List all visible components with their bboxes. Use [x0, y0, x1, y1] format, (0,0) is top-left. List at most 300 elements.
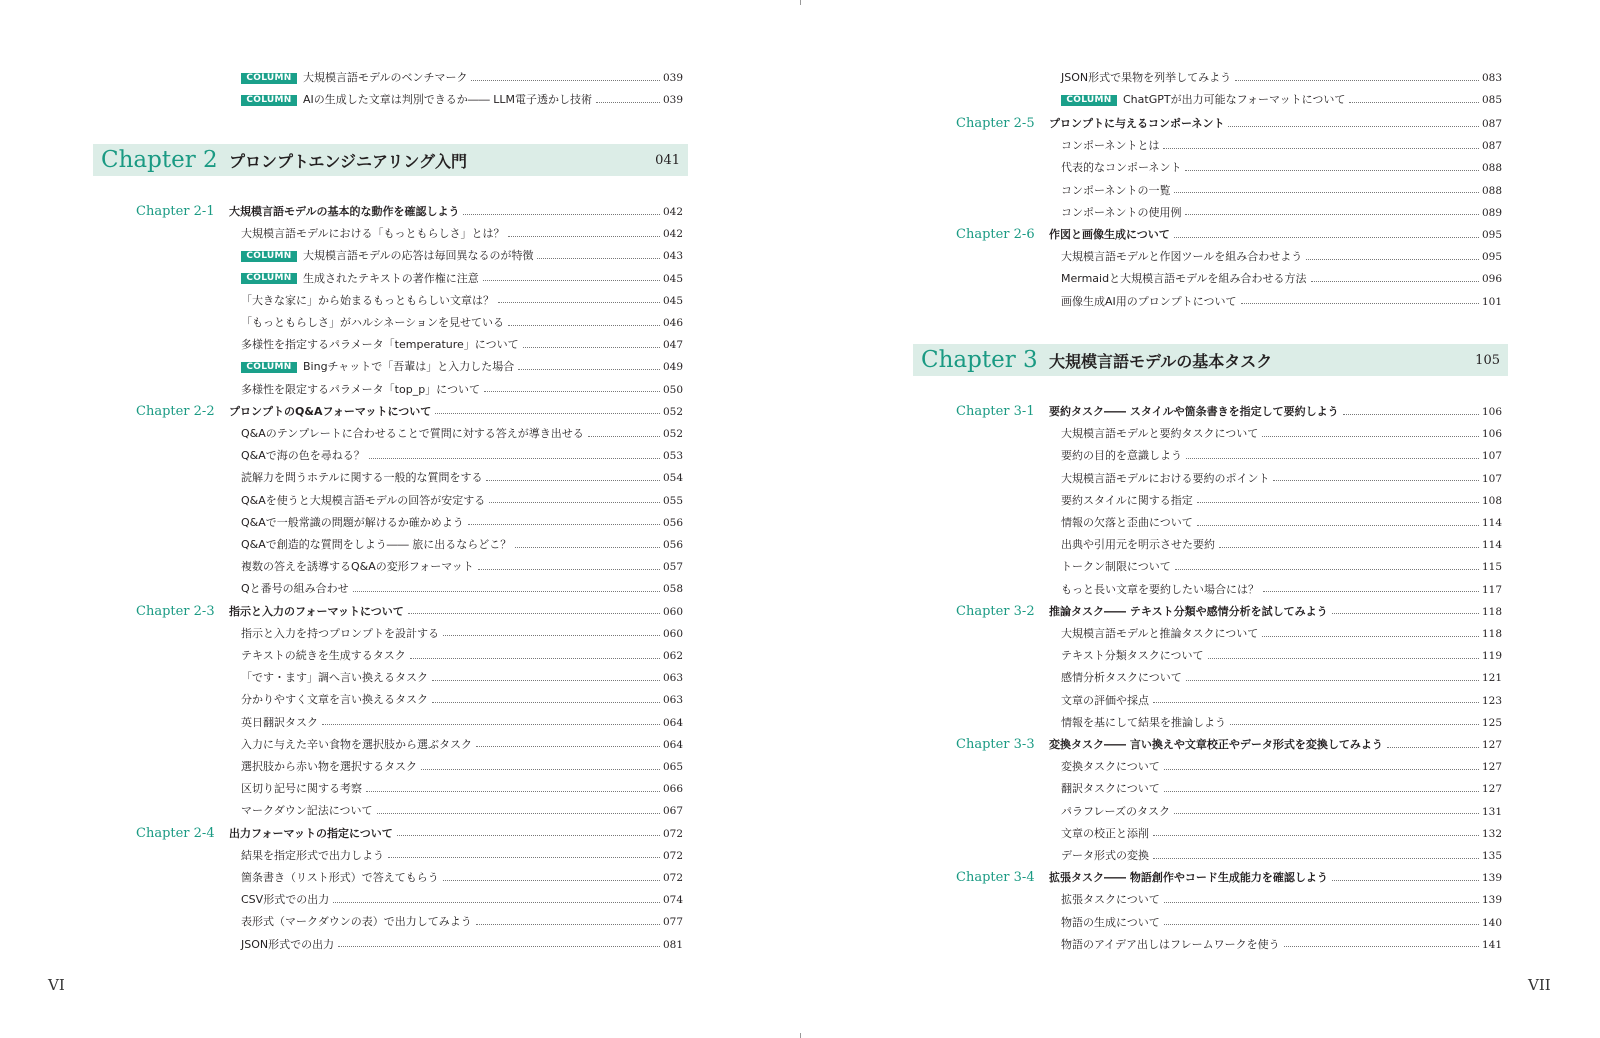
toc-entry[interactable] — [241, 446, 683, 466]
toc-entry-title: 変換タスクについて — [1061, 760, 1160, 774]
toc-entry[interactable] — [1061, 424, 1502, 444]
toc-page-number: 114 — [1481, 539, 1502, 552]
toc-entry[interactable] — [241, 380, 683, 400]
toc-entry-title: テキストの続きを生成するタスク — [241, 649, 406, 662]
toc-entry[interactable] — [1061, 646, 1502, 666]
toc-entry[interactable] — [241, 624, 683, 644]
dot-leader — [1175, 569, 1479, 570]
toc-page-number: 053 — [662, 450, 683, 463]
section-label: Chapter 2-4 — [136, 825, 215, 841]
dot-leader — [1186, 458, 1479, 459]
toc-entry-title: 出典や引用元を明示させた要約 — [1061, 538, 1215, 552]
dot-leader — [489, 502, 660, 503]
toc-page-number: 066 — [662, 783, 683, 796]
toc-entry[interactable] — [1061, 469, 1502, 489]
section-label: Chapter 2-6 — [956, 227, 1035, 242]
toc-entry[interactable] — [1061, 779, 1502, 799]
toc-entry[interactable] — [241, 713, 683, 733]
column-badge: COLUMN — [241, 73, 297, 84]
dot-leader — [523, 347, 660, 348]
dot-leader — [369, 458, 660, 459]
toc-entry-title: 選択肢から赤い物を選択するタスク — [241, 760, 417, 773]
toc-page-number: 083 — [1481, 72, 1502, 84]
toc-page-number: 107 — [1481, 450, 1502, 463]
toc-entry[interactable] — [1061, 824, 1502, 844]
toc-page-number: 088 — [1481, 184, 1502, 197]
toc-entry-title: 物語の生成について — [1061, 915, 1160, 929]
toc-page-number: 087 — [1481, 118, 1502, 130]
toc-entry[interactable] — [1061, 446, 1502, 466]
toc-entry-title: 多様性を限定するパラメータ「top_p」について — [241, 382, 480, 396]
toc-entry-title: 箇条書き（リスト形式）で答えてもらう — [241, 871, 439, 884]
toc-entry[interactable] — [1061, 913, 1502, 933]
toc-page-number: 064 — [662, 716, 683, 729]
toc-page-number: 072 — [662, 849, 683, 862]
toc-entry[interactable] — [241, 757, 683, 777]
chapter-title: プロンプトエンジニアリング入門 — [229, 151, 468, 171]
dot-leader — [596, 102, 660, 103]
dot-leader — [1174, 237, 1479, 238]
toc-page-number: 127 — [1481, 761, 1502, 774]
toc-entry[interactable] — [241, 468, 683, 488]
crop-mark-top — [800, 0, 801, 5]
toc-entry[interactable] — [241, 690, 683, 710]
toc-entry[interactable] — [241, 646, 683, 666]
dot-leader — [518, 369, 660, 370]
toc-entry[interactable] — [1061, 802, 1502, 822]
toc-entry[interactable] — [1061, 691, 1502, 711]
dot-leader — [353, 591, 660, 592]
toc-entry-title: コンポーネントの使用例 — [1061, 205, 1182, 219]
toc-entry-title: データ形式の変換 — [1061, 849, 1149, 862]
dot-leader — [1349, 102, 1479, 103]
toc-entry[interactable] — [241, 846, 683, 866]
section-entry[interactable] — [229, 602, 683, 622]
toc-entry-title: 文章の評価や採点 — [1061, 693, 1149, 707]
toc-entry[interactable] — [1061, 890, 1502, 910]
dot-leader — [471, 80, 660, 81]
toc-page-number: 106 — [1481, 428, 1502, 441]
toc-page-number: 060 — [662, 627, 683, 640]
toc-entry[interactable] — [1061, 557, 1502, 577]
toc-entry-title: 物語のアイデア出しはフレームワークを使う — [1061, 937, 1280, 951]
toc-entry-title: Q&Aのテンプレートに合わせることで質問に対する答えが導き出せる — [241, 427, 584, 440]
toc-entry[interactable] — [241, 735, 683, 755]
dot-leader — [1208, 658, 1479, 659]
toc-page-number: 125 — [1481, 716, 1502, 729]
toc-entry-title: 大規模言語モデルのベンチマーク — [303, 71, 468, 84]
column-badge: COLUMN — [241, 273, 297, 284]
dot-leader — [1153, 702, 1479, 703]
section-label: Chapter 2-2 — [136, 403, 215, 419]
section-label: Chapter 2-3 — [136, 603, 215, 619]
section-label: Chapter 2-1 — [136, 204, 215, 219]
section-label: Chapter 3-4 — [956, 870, 1035, 886]
toc-entry-title: 大規模言語モデルと推論タスクについて — [1061, 627, 1259, 640]
toc-entry-title: 情報を基にして結果を推論しよう — [1061, 715, 1226, 729]
toc-entry-title: 「大きな家に」から始まるもっともらしい文章は？ — [241, 293, 494, 307]
dot-leader — [1228, 126, 1479, 127]
toc-page-number: 087 — [1481, 140, 1502, 153]
toc-page-number: 052 — [662, 428, 683, 440]
chapter-page-number: 105 — [1475, 352, 1500, 368]
toc-entry[interactable] — [1061, 68, 1502, 88]
toc-entry-title: CSV形式での出力 — [241, 893, 330, 907]
dot-leader — [498, 302, 660, 303]
toc-page-number: 118 — [1481, 605, 1502, 618]
column-badge: COLUMN — [1061, 95, 1117, 106]
dot-leader — [1185, 214, 1479, 215]
toc-page-number: 052 — [662, 405, 683, 418]
section-entry[interactable] — [1049, 735, 1502, 755]
dot-leader — [443, 635, 660, 636]
toc-page-number: 123 — [1481, 694, 1502, 707]
toc-entry[interactable] — [241, 68, 683, 88]
page-folio: VI — [48, 976, 65, 994]
dot-leader — [421, 769, 660, 770]
toc-entry-title: 指示と入力を持つプロンプトを設計する — [241, 626, 439, 640]
toc-entry[interactable] — [1061, 668, 1502, 688]
toc-entry-title: Q&Aで一般常識の問題が解けるか確かめよう — [241, 515, 464, 529]
toc-entry-title: 複数の答えを誘導するQ&Aの変形フォーマット — [241, 560, 474, 574]
toc-entry-title: プロンプトに与えるコンポーネント — [1049, 117, 1225, 130]
toc-entry-title: Mermaidと大規模言語モデルを組み合わせる方法 — [1061, 272, 1307, 286]
toc-entry-title: 大規模言語モデルと作図ツールを組み合わせよう — [1061, 250, 1303, 264]
toc-page-number: 056 — [662, 539, 683, 551]
toc-entry[interactable] — [1061, 846, 1502, 866]
toc-entry-title: 出力フォーマットの指定について — [229, 826, 393, 840]
toc-page-number: 095 — [1481, 229, 1502, 241]
toc-entry[interactable] — [241, 912, 683, 932]
dot-leader — [408, 613, 660, 614]
toc-entry[interactable] — [1061, 935, 1502, 955]
toc-entry-title: テキスト分類タスクについて — [1061, 649, 1204, 663]
dot-leader — [476, 924, 660, 925]
dot-leader — [1241, 303, 1479, 304]
toc-entry-title: Qと番号の組み合わせ — [241, 582, 349, 596]
section-entry[interactable] — [1049, 225, 1502, 245]
dot-leader — [1343, 414, 1479, 415]
toc-entry-title: 指示と入力のフォーマットについて — [229, 604, 404, 618]
toc-entry-title: パラフレーズのタスク — [1061, 804, 1171, 818]
toc-entry-title: 代表的なコンポーネント — [1061, 161, 1182, 175]
toc-page-number: 054 — [662, 472, 683, 485]
toc-page-number: 107 — [1481, 472, 1502, 485]
toc-entry[interactable] — [1061, 513, 1502, 533]
dot-leader — [478, 569, 660, 570]
toc-entry-title: もっと長い文章を要約したい場合には？ — [1061, 582, 1259, 596]
dot-leader — [333, 902, 660, 903]
toc-page-number: 117 — [1481, 583, 1502, 596]
toc-entry-title: 区切り記号に関する考察 — [241, 782, 362, 796]
toc-entry[interactable] — [241, 535, 683, 555]
toc-entry[interactable] — [241, 246, 683, 266]
toc-page-number: 140 — [1481, 916, 1502, 929]
toc-entry[interactable] — [1061, 580, 1502, 600]
toc-page-number: 101 — [1481, 295, 1502, 308]
toc-entry-title: 翻訳タスクについて — [1061, 782, 1160, 796]
dot-leader — [484, 391, 660, 392]
chapter-label: Chapter 3 — [921, 347, 1038, 373]
toc-entry[interactable] — [1061, 535, 1502, 555]
toc-entry-title: Bingチャットで「吾輩は」と入力した場合 — [303, 360, 515, 374]
dot-leader — [1164, 769, 1479, 770]
section-entry[interactable] — [1049, 114, 1502, 134]
toc-entry[interactable] — [241, 801, 683, 821]
dot-leader — [1164, 791, 1479, 792]
section-label: Chapter 3-3 — [956, 737, 1035, 752]
toc-entry[interactable] — [241, 779, 683, 799]
dot-leader — [468, 524, 660, 525]
dot-leader — [1263, 591, 1479, 592]
toc-entry-title: 大規模言語モデルの応答は毎回異なるのが特徴 — [303, 249, 534, 263]
dot-leader — [435, 413, 660, 414]
chapter-label: Chapter 2 — [101, 147, 218, 173]
toc-entry[interactable] — [241, 357, 683, 377]
column-badge: COLUMN — [241, 362, 297, 373]
section-entry[interactable] — [229, 824, 683, 844]
section-entry[interactable] — [1049, 602, 1502, 622]
chapter-title: 大規模言語モデルの基本タスク — [1049, 351, 1273, 371]
toc-page-number: 096 — [1481, 273, 1502, 286]
column-badge: COLUMN — [241, 251, 297, 262]
section-entry[interactable] — [229, 402, 683, 422]
dot-leader — [486, 480, 660, 481]
toc-entry[interactable] — [1061, 181, 1502, 201]
dot-leader — [476, 746, 660, 747]
dot-leader — [483, 280, 660, 281]
dot-leader — [338, 946, 660, 947]
toc-entry[interactable] — [1061, 269, 1502, 289]
toc-entry-title: 英日翻訳タスク — [241, 715, 318, 729]
toc-page-number: 089 — [1481, 206, 1502, 219]
toc-page-number: 039 — [662, 72, 683, 84]
chapter-heading-band[interactable] — [913, 344, 1508, 376]
dot-leader — [1306, 259, 1479, 260]
toc-entry-title: 拡張タスク―― 物語創作やコード生成能力を確認しよう — [1049, 871, 1328, 885]
toc-entry-title: JSON形式での出力 — [241, 937, 335, 951]
toc-page-number: 062 — [662, 650, 683, 662]
toc-entry[interactable] — [1061, 713, 1502, 733]
crop-mark-bottom — [800, 1033, 801, 1038]
toc-entry-title: 結果を指定形式で出力しよう — [241, 848, 384, 862]
toc-page-number: 065 — [662, 761, 683, 773]
toc-page-number: 132 — [1481, 827, 1502, 840]
toc-page-number: 115 — [1481, 561, 1502, 574]
toc-entry[interactable] — [1061, 247, 1502, 267]
toc-page-number: 074 — [662, 894, 683, 907]
toc-entry-title: 推論タスク―― テキスト分類や感情分析を試してみよう — [1049, 604, 1328, 618]
toc-page-number: 045 — [662, 272, 683, 285]
toc-page-number: 046 — [662, 317, 683, 329]
section-label: Chapter 2-5 — [956, 116, 1035, 131]
toc-entry-title: 分かりやすく文章を言い換えるタスク — [241, 693, 428, 707]
toc-entry-title: 作図と画像生成について — [1049, 228, 1170, 241]
toc-page-number: 088 — [1481, 162, 1502, 175]
dot-leader — [1164, 924, 1479, 925]
toc-entry[interactable] — [1061, 203, 1502, 223]
toc-entry[interactable] — [241, 890, 683, 910]
dot-leader — [377, 813, 660, 814]
dot-leader — [1219, 547, 1479, 548]
toc-entry-title: 要約の目的を意識しよう — [1061, 449, 1182, 463]
toc-page-number: 050 — [662, 383, 683, 396]
toc-entry-title: 生成されたテキストの著作権に注意 — [303, 271, 479, 285]
toc-page-number: 045 — [662, 294, 683, 307]
dot-leader — [1273, 480, 1479, 481]
dot-leader — [1174, 192, 1479, 193]
dot-leader — [410, 658, 660, 659]
toc-page-number: 127 — [1481, 783, 1502, 796]
toc-entry-title: AIの生成した文章は判別できるか―― LLM電子透かし技術 — [303, 93, 593, 107]
section-label: Chapter 3-1 — [956, 404, 1035, 419]
toc-page-number: 118 — [1481, 628, 1502, 640]
section-entry[interactable] — [229, 202, 683, 222]
dot-leader — [1332, 880, 1479, 881]
toc-entry[interactable] — [1061, 90, 1502, 110]
toc-entry[interactable] — [241, 557, 683, 577]
toc-page-number: 127 — [1481, 739, 1502, 751]
toc-page-number: 135 — [1481, 850, 1502, 862]
toc-entry-title: 入力に与えた辛い食物を選択肢から選ぶタスク — [241, 737, 472, 751]
toc-page-number: 077 — [662, 916, 683, 929]
section-entry[interactable] — [1049, 402, 1502, 422]
toc-page-number: 141 — [1481, 938, 1502, 951]
toc-entry[interactable] — [241, 291, 683, 311]
chapter-page-number: 041 — [655, 152, 680, 168]
toc-entry-title: コンポーネントの一覧 — [1061, 183, 1171, 197]
toc-page-number: 055 — [662, 494, 683, 507]
dot-leader — [388, 857, 660, 858]
toc-entry[interactable] — [241, 313, 683, 333]
dot-leader — [366, 791, 660, 792]
toc-entry-title: 大規模言語モデルにおける要約のポイント — [1061, 471, 1270, 485]
toc-page-number: 049 — [662, 361, 683, 374]
toc-entry[interactable] — [241, 491, 683, 511]
toc-entry-title: コンポーネントとは — [1061, 139, 1160, 153]
toc-entry-title: 要約タスク―― スタイルや箇条書きを指定して要約しよう — [1049, 405, 1339, 418]
toc-page-number: 139 — [1481, 872, 1502, 885]
toc-entry-title: Q&Aで創造的な質問をしよう―― 旅に出るならどこ？ — [241, 538, 512, 551]
dot-leader — [1332, 613, 1479, 614]
toc-entry[interactable] — [241, 224, 683, 244]
column-badge: COLUMN — [241, 95, 297, 106]
dot-leader — [463, 214, 660, 215]
chapter-heading-band[interactable] — [93, 144, 688, 176]
toc-page-number: 042 — [662, 206, 683, 218]
toc-entry-title: ChatGPTが出力可能なフォーマットについて — [1123, 93, 1346, 107]
toc-entry-title: トークン制限について — [1061, 560, 1171, 574]
toc-page-number: 057 — [662, 561, 683, 574]
dot-leader — [515, 547, 660, 548]
toc-page-number: 072 — [662, 827, 683, 840]
toc-page-number: 063 — [662, 694, 683, 707]
toc-entry-title: 表形式（マークダウンの表）で出力してみよう — [241, 915, 472, 929]
toc-entry[interactable] — [241, 90, 683, 110]
toc-entry[interactable] — [241, 579, 683, 599]
toc-entry-title: 変換タスク―― 言い換えや文章校正やデータ形式を変換してみよう — [1049, 738, 1383, 751]
toc-entry[interactable] — [1061, 158, 1502, 178]
dot-leader — [1311, 281, 1479, 282]
toc-entry-title: 大規模言語モデルの基本的な動作を確認しよう — [229, 205, 460, 218]
dot-leader — [322, 724, 660, 725]
toc-entry-title: Q&Aを使うと大規模言語モデルの回答が安定する — [241, 493, 486, 507]
toc-entry-title: 大規模言語モデルにおける「もっともらしさ」とは？ — [241, 227, 505, 241]
toc-page-number: 072 — [662, 872, 683, 884]
toc-page-number: 042 — [662, 228, 683, 241]
right-page — [800, 0, 1600, 1038]
toc-entry-title: 拡張タスクについて — [1061, 893, 1160, 907]
section-label: Chapter 3-2 — [956, 603, 1035, 619]
toc-page-number: 095 — [1481, 251, 1502, 264]
toc-page-number: 139 — [1481, 894, 1502, 907]
toc-entry-title: JSON形式で果物を列挙してみよう — [1061, 71, 1232, 84]
toc-entry[interactable] — [1061, 136, 1502, 156]
toc-entry[interactable] — [1061, 491, 1502, 511]
toc-entry[interactable] — [241, 935, 683, 955]
dot-leader — [1153, 835, 1479, 836]
toc-entry-title: 文章の校正と添削 — [1061, 826, 1149, 840]
dot-leader — [432, 680, 660, 681]
section-entry[interactable] — [1049, 868, 1502, 888]
toc-entry[interactable] — [241, 269, 683, 289]
dot-leader — [508, 236, 660, 237]
dot-leader — [1197, 502, 1479, 503]
dot-leader — [537, 258, 660, 259]
dot-leader — [432, 702, 660, 703]
page-folio: VII — [1528, 976, 1551, 994]
toc-entry[interactable] — [1061, 292, 1502, 312]
toc-page-number: 067 — [662, 805, 683, 818]
toc-entry-title: 多様性を指定するパラメータ「temperature」について — [241, 338, 519, 352]
dot-leader — [1262, 436, 1479, 437]
toc-entry-title: プロンプトのQ&Aフォーマットについて — [229, 404, 432, 418]
toc-page-number: 064 — [662, 738, 683, 751]
toc-page-number: 121 — [1481, 672, 1502, 685]
toc-entry-title: 画像生成AI用のプロンプトについて — [1061, 294, 1237, 308]
toc-entry[interactable] — [1061, 757, 1502, 777]
toc-entry[interactable] — [1061, 624, 1502, 644]
toc-page-number: 106 — [1481, 406, 1502, 418]
dot-leader — [1164, 902, 1479, 903]
toc-entry-title: 情報の欠落と歪曲について — [1061, 516, 1193, 529]
toc-page-number: 131 — [1481, 805, 1502, 818]
dot-leader — [588, 436, 660, 437]
toc-page-number: 119 — [1481, 650, 1502, 663]
dot-leader — [443, 880, 660, 881]
toc-entry[interactable] — [241, 513, 683, 533]
dot-leader — [1153, 858, 1479, 859]
dot-leader — [1284, 946, 1479, 947]
toc-entry[interactable] — [241, 668, 683, 688]
toc-page-number: 047 — [662, 339, 683, 352]
toc-page-number: 081 — [662, 938, 683, 951]
dot-leader — [1163, 148, 1479, 149]
toc-page-number: 058 — [662, 583, 683, 596]
dot-leader — [1186, 680, 1479, 681]
toc-entry[interactable] — [241, 424, 683, 444]
toc-entry[interactable] — [241, 335, 683, 355]
toc-page-number: 043 — [662, 250, 683, 263]
toc-entry-title: 読解力を問うホテルに関する一般的な質問をする — [241, 471, 483, 485]
toc-entry[interactable] — [241, 868, 683, 888]
dot-leader — [1235, 80, 1479, 81]
toc-page-number: 060 — [662, 605, 683, 618]
toc-page-number: 063 — [662, 672, 683, 685]
toc-entry-title: 感情分析タスクについて — [1061, 671, 1182, 685]
dot-leader — [1230, 724, 1479, 725]
dot-leader — [1185, 170, 1479, 171]
